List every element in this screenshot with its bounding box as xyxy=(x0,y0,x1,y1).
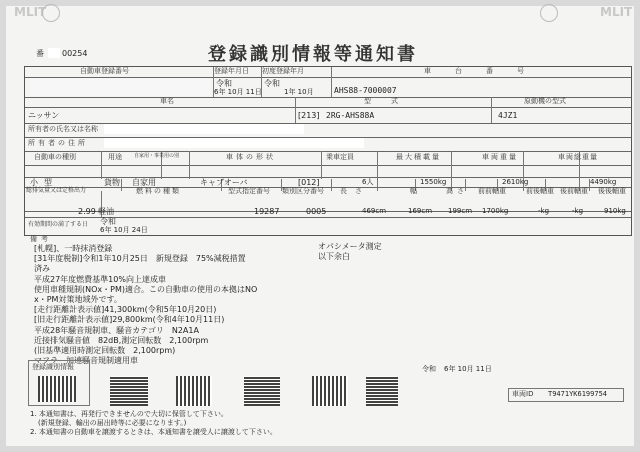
first-reg-era: 令和 xyxy=(264,79,280,88)
footer-note: 1. 本通知書は、再発行できませんので大切に保管して下さい。 xyxy=(30,410,228,418)
seal-circle-right xyxy=(540,4,558,22)
seal-circle-left xyxy=(42,4,60,22)
header-front-front-axle: 前前軸重 xyxy=(478,187,506,195)
remark-line: 近接排気騒音値 82dB,測定回転数 2,100rpm xyxy=(34,335,209,345)
header-engine: 原動機の型式 xyxy=(524,97,566,105)
remark-right-line: オパシメータ測定 xyxy=(318,242,382,251)
remark-right-line: 以下余白 xyxy=(318,252,350,262)
redaction xyxy=(30,78,210,96)
header-make: 車名 xyxy=(160,97,174,105)
header-expiry: 有効期間の満了する日 xyxy=(28,221,89,228)
remarks-right xyxy=(318,242,382,262)
expiry-era: 令和 xyxy=(100,217,116,226)
header-rear-front-axle: 後前軸重 xyxy=(560,187,588,195)
vehicle-weight: 2610kg xyxy=(502,178,529,186)
footer-note: (新規登録、輸出の届出時等に必要になります。) xyxy=(38,419,187,427)
body-shape: キャブオーバ xyxy=(200,178,248,187)
class-number: 0005 xyxy=(306,207,327,216)
remark-line: [走行距離計表示値]41,300km(令和5年10月20日) xyxy=(34,305,217,315)
header-height: 高さ xyxy=(446,187,468,195)
header-class-number: 類別区分番号 xyxy=(282,187,324,195)
rear-rear-axle: 910kg xyxy=(604,207,626,215)
qr-code-icon xyxy=(366,376,398,406)
qr-code-icon xyxy=(110,376,148,406)
private-business: 自家用 xyxy=(132,178,156,187)
header-body-shape: 車体の形状 xyxy=(226,153,276,161)
expiry-date: 6年 10月 24日 xyxy=(100,226,148,234)
qr-code-icon xyxy=(312,376,348,406)
engine-model: 4JZ1 xyxy=(498,111,518,120)
remark-line: 済み xyxy=(34,264,50,274)
footer-note: 2. 本通知書の自動車を譲渡するときは、本通知書を譲受人に譲渡して下さい。 xyxy=(30,428,277,436)
fuel-type: 軽油 xyxy=(98,207,114,216)
body-shape-code: [012] xyxy=(298,178,320,187)
header-front-rear-axle: 前後軸重 xyxy=(526,187,554,195)
length: 469cm xyxy=(362,207,387,215)
remark-line: [旧走行距離計表示値]29,800km(令和4年10月11日) xyxy=(34,315,225,325)
reg-date: 6年 10月 11日 xyxy=(214,88,262,96)
redaction xyxy=(104,138,364,148)
remark-line: [札幌]、一時抹消登録 xyxy=(34,244,113,253)
header-type-number: 型式指定番号 xyxy=(228,187,270,195)
qr-label: 登録識別情報 xyxy=(32,363,74,371)
header-capacity: 乗車定員 xyxy=(326,153,354,161)
front-rear-axle: -kg xyxy=(538,207,550,215)
header-reg-number: 自動車登録番号 xyxy=(80,67,129,75)
header-max-load: 最大積載量 xyxy=(396,153,441,161)
type-number: 19287 xyxy=(254,207,280,216)
model-code: [213] xyxy=(298,111,320,120)
capacity: 6人 xyxy=(362,178,374,186)
qr-code-icon xyxy=(244,376,280,406)
qr-code-icon xyxy=(176,376,212,406)
remark-line: (旧基準適用時測定回転数 2,100rpm) xyxy=(34,346,176,356)
redaction xyxy=(48,48,60,58)
remarks-label: 備考 xyxy=(30,235,52,243)
rear-front-axle: -kg xyxy=(572,207,584,215)
header-owner-address: 所有者の住所 xyxy=(28,139,88,147)
max-load: 1550kg xyxy=(420,178,447,186)
remark-line: マフラー加速騒音規制適用車 xyxy=(34,356,138,366)
reg-date-era: 令和 xyxy=(216,79,232,88)
footer-notes xyxy=(30,410,277,437)
issue-date: 6年 10月 11日 xyxy=(444,365,492,373)
header-first-reg: 初度登録年月 xyxy=(262,67,304,75)
chassis-number: AHS88-7000007 xyxy=(334,86,397,95)
header-use: 用途 xyxy=(108,153,122,161)
header-gross-weight: 車両総重量 xyxy=(558,153,598,161)
issue-date-era: 令和 xyxy=(422,365,436,373)
header-chassis: 車台番号 xyxy=(424,67,548,75)
remark-line: 使用車種規制(NOx・PM)適合。この自動車の使用の本拠はNO xyxy=(34,284,258,294)
gross-weight: 4490kg xyxy=(590,178,617,186)
serial-number: 00254 xyxy=(62,49,88,58)
header-vehicle-weight: 車両重量 xyxy=(482,153,518,161)
remark-line: [31年度税制]令和1年10月25日 新規登録 75%減税措置 xyxy=(34,254,246,264)
redaction xyxy=(104,124,304,134)
watermark-right: MLIT xyxy=(600,5,633,19)
remark-line: x・PM対策地域外です。 xyxy=(34,295,122,305)
header-length: 長さ xyxy=(340,187,370,195)
header-displacement: 総排気量又は定格出力 xyxy=(26,187,87,194)
header-model: 型式 xyxy=(364,97,418,105)
header-private-business: 自家用・事業用の別 xyxy=(134,153,180,159)
vehicle-make: ニッサン xyxy=(28,111,60,120)
vehicle-id-label: 車両ID xyxy=(512,390,534,398)
first-reg-date: 1年 10月 xyxy=(284,88,314,96)
header-reg-date: 登録年月日 xyxy=(214,67,249,75)
header-owner-name: 所有者の氏名又は名称 xyxy=(28,125,98,133)
width: 169cm xyxy=(408,207,433,215)
displacement: 2.99 xyxy=(78,207,96,216)
vehicle-id: T9471YK6199754 xyxy=(548,390,608,398)
header-width: 幅 xyxy=(410,187,417,195)
watermark-left: MLIT xyxy=(14,5,47,19)
height: 199cm xyxy=(448,207,473,215)
remark-line: 平成28年騒音規制車、騒音カテゴリ N2A1A xyxy=(34,325,199,335)
header-fuel: 燃料の種類 xyxy=(136,187,181,195)
front-front-axle: 1700kg xyxy=(482,207,509,215)
header-rear-rear-axle: 後後軸重 xyxy=(598,187,626,195)
document-title: 登録識別情報等通知書 xyxy=(208,44,418,65)
header-vehicle-kind: 自動車の種別 xyxy=(34,153,76,161)
qr-code-icon xyxy=(38,376,76,402)
remarks-block xyxy=(34,244,257,366)
vehicle-use: 貨物 xyxy=(104,178,120,187)
vehicle-kind: 小型 xyxy=(30,178,58,187)
serial-label: 番 xyxy=(36,49,44,58)
vehicle-model: 2RG-AHS88A xyxy=(326,111,375,120)
remark-line: 平成27年度燃費基準10%向上達成車 xyxy=(34,274,166,284)
